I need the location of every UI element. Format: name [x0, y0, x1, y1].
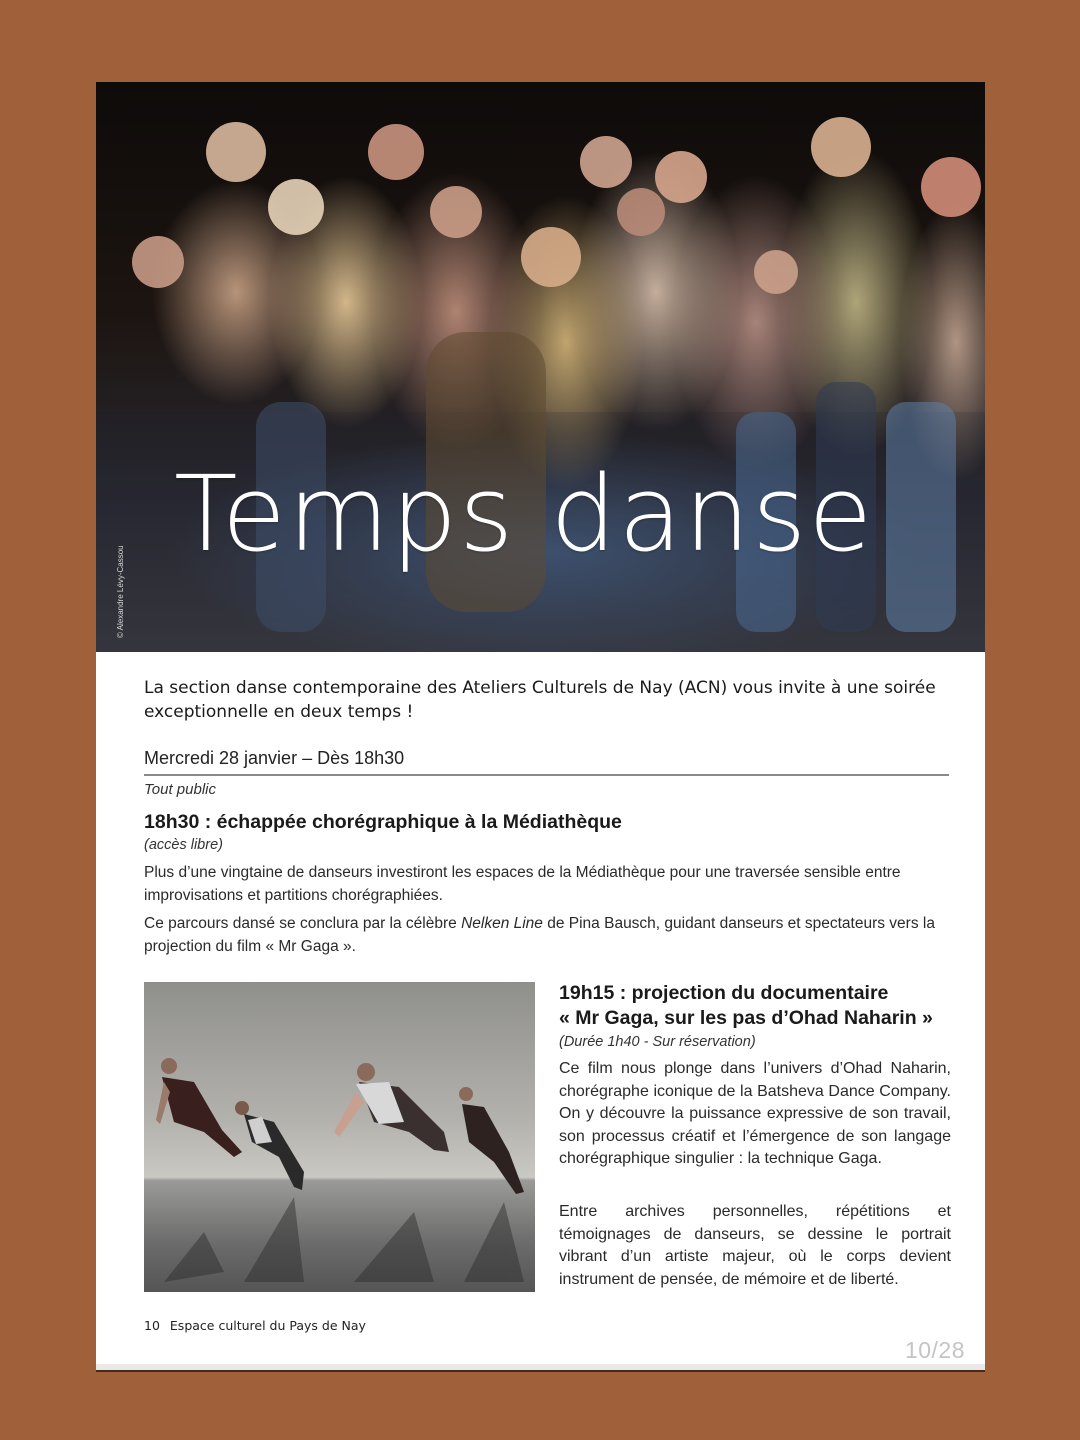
- hero-title: Temps danse: [174, 453, 875, 575]
- event-date: Mercredi 28 janvier – Dès 18h30: [144, 748, 949, 776]
- document-page: [96, 82, 985, 1370]
- section1-access: (accès libre): [144, 837, 223, 853]
- footer-publication: Espace culturel du Pays de Nay: [169, 1318, 366, 1333]
- page-indicator: 10/28: [904, 1337, 965, 1363]
- mr-gaga-photo: [144, 982, 535, 1292]
- work-title: Nelken Line: [461, 915, 543, 932]
- section2-duration: (Durée 1h40 - Sur réservation): [559, 1034, 756, 1050]
- paragraph-text: de Pina Bausch, guidant danseurs et spectateurs vers la projection du film « Mr Gaga ».: [144, 915, 935, 955]
- section1-heading: 18h30 : échappée chorégraphique à la Médiathèque: [144, 811, 622, 833]
- section2-heading-line2: « Mr Gaga, sur les pas d’Ohad Naharin »: [559, 1007, 933, 1029]
- section2-paragraph: Ce film nous plonge dans l’univers d’Ohad Naharin, chorégraphe iconique de la Batsheva Dance Company. On y découvre la puissance expressive de son travail, son processus créatif et l’émergence de son langage chorégraphique singulier : la technique Gaga.: [559, 1060, 951, 1167]
- flying-dancers-illustration: [144, 982, 535, 1292]
- section2-heading: [559, 981, 951, 1031]
- section2-paragraph-2: Entre archives personnelles, répétitions et témoignages de danseurs, se dessine le portrait vibrant d’un artiste majeur, où le corps devient instrument de pensée, de mémoire et de liberté.: [559, 1203, 951, 1288]
- photo-credit: © Alexandre Lévy-Cassou: [116, 545, 125, 638]
- section1-paragraph-2: [144, 912, 954, 958]
- audience-label: Tout public: [144, 781, 216, 798]
- page-footer: [144, 1318, 366, 1333]
- intro-text: La section danse contemporaine des Ateliers Culturels de Nay (ACN) vous invite à une soirée exceptionnelle en deux temps !: [144, 678, 936, 722]
- footer-page-number: 10: [144, 1318, 160, 1333]
- section2-heading-line1: 19h15 : projection du documentaire: [559, 982, 889, 1004]
- section1-paragraph: Plus d’une vingtaine de danseurs investiront les espaces de la Médiathèque pour une traversée sensible entre improvisations et partitions chorégraphiées.: [144, 864, 901, 904]
- hero-photo: [96, 82, 985, 652]
- page-bottom-edge: [96, 1364, 985, 1370]
- paragraph-text: Ce parcours dansé se conclura par la célèbre: [144, 915, 462, 932]
